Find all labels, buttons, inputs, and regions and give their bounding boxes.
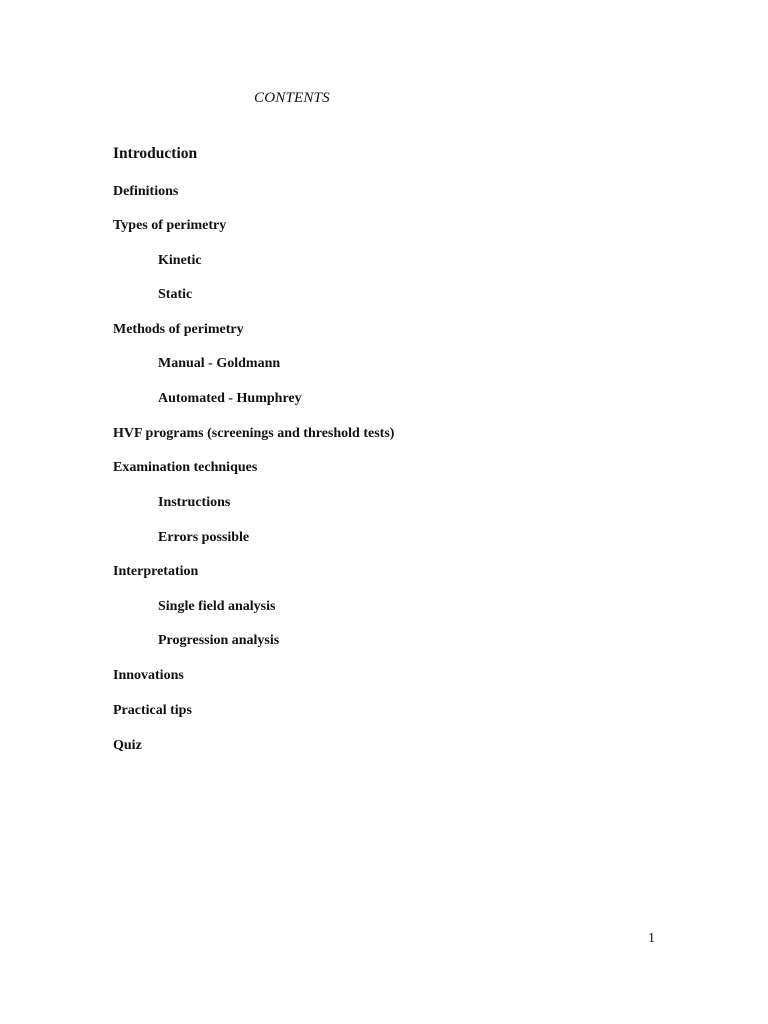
toc-subentry-manual-goldmann: Manual - Goldmann	[158, 356, 281, 371]
page-number: 1	[648, 931, 655, 946]
toc-entry-methods-of-perimetry: Methods of perimetry	[113, 322, 244, 337]
toc-entry-quiz: Quiz	[113, 738, 142, 753]
toc-entry-introduction: Introduction	[113, 145, 198, 162]
toc-subentry-kinetic: Kinetic	[158, 253, 202, 268]
toc-subentry-instructions: Instructions	[158, 495, 231, 510]
contents-heading: CONTENTS	[254, 90, 330, 106]
toc-subentry-static: Static	[158, 287, 193, 302]
toc-entry-definitions: Definitions	[113, 184, 179, 199]
toc-subentry-errors-possible: Errors possible	[158, 530, 250, 545]
toc-entry-practical-tips: Practical tips	[113, 703, 192, 718]
toc-entry-examination-techniques: Examination techniques	[113, 460, 258, 475]
toc-subentry-progression-analysis: Progression analysis	[158, 633, 280, 648]
toc-entry-innovations: Innovations	[113, 668, 184, 683]
toc-entry-hvf-programs: HVF programs (screenings and threshold tests)	[113, 426, 395, 441]
toc-subentry-single-field-analysis: Single field analysis	[158, 599, 276, 614]
toc-subentry-automated-humphrey: Automated - Humphrey	[158, 391, 302, 406]
toc-entry-types-of-perimetry: Types of perimetry	[113, 218, 227, 233]
toc-entry-interpretation: Interpretation	[113, 564, 199, 579]
